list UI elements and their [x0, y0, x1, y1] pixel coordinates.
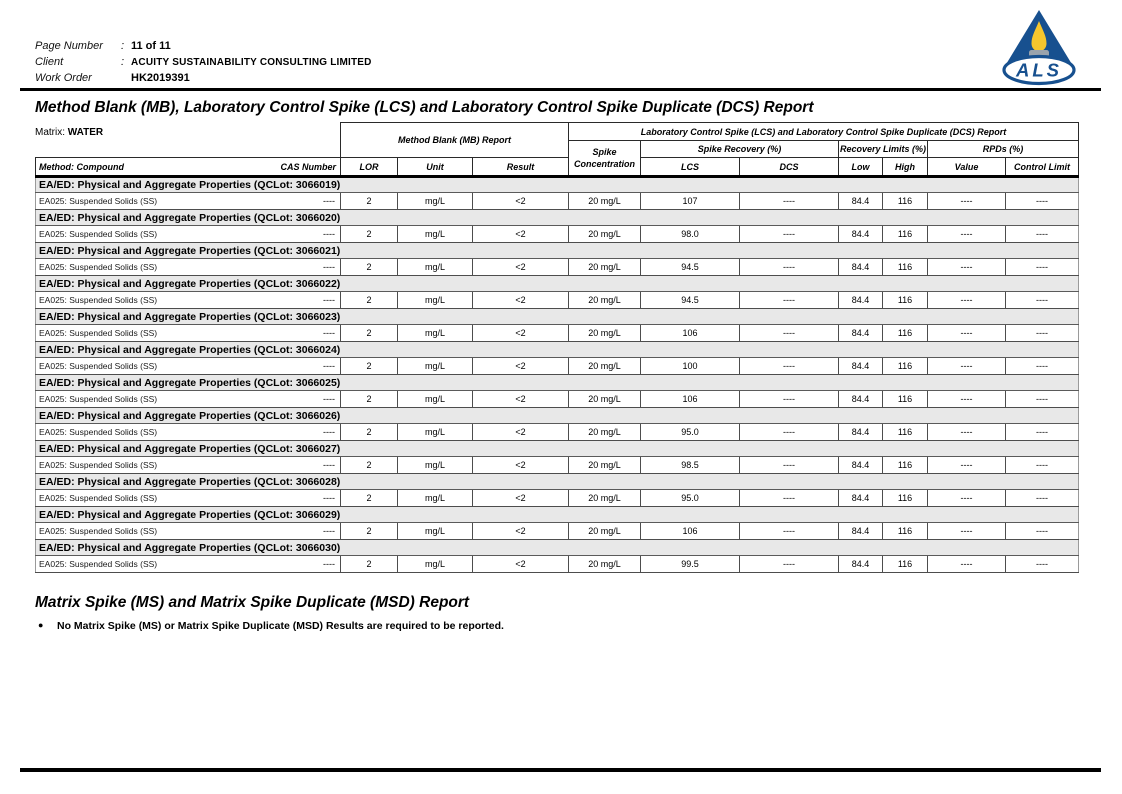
cell-control_limit: ---- — [1006, 325, 1079, 342]
cell-low: 84.4 — [839, 358, 883, 375]
cell-high: 116 — [883, 391, 928, 408]
cell-lcs: 106 — [641, 325, 740, 342]
als-logo-icon — [998, 8, 1080, 88]
qc-data-row — [36, 226, 1079, 243]
col-head-low: Low — [839, 158, 883, 177]
cell-lor: 2 — [341, 193, 398, 210]
cell-high: 116 — [883, 490, 928, 507]
cell-value: ---- — [928, 325, 1006, 342]
qc-data-row — [36, 292, 1079, 309]
cell-lor: 2 — [341, 490, 398, 507]
qc-group-title: EA/ED: Physical and Aggregate Properties (QCLot: 3066027) — [36, 441, 1079, 457]
als-logo-svg — [998, 8, 1080, 88]
page-number-label: Page Number — [35, 40, 103, 52]
cell-compound: EA025: Suspended Solids (SS) — [36, 391, 261, 408]
cell-control_limit: ---- — [1006, 193, 1079, 210]
cell-result: <2 — [473, 457, 569, 474]
cell-dcs: ---- — [740, 259, 839, 276]
page-number-row — [35, 40, 171, 52]
qc-data-row — [36, 259, 1079, 276]
qc-group-row — [36, 309, 1079, 325]
cell-dcs: ---- — [740, 523, 839, 540]
qc-group-title: EA/ED: Physical and Aggregate Properties (QCLot: 3066024) — [36, 342, 1079, 358]
cell-cas: ---- — [261, 193, 341, 210]
cell-dcs: ---- — [740, 556, 839, 573]
cell-lcs: 94.5 — [641, 259, 740, 276]
cell-dcs: ---- — [740, 457, 839, 474]
cell-high: 116 — [883, 292, 928, 309]
cell-value: ---- — [928, 226, 1006, 243]
cell-spike_conc: 20 mg/L — [569, 259, 641, 276]
qc-group-title: EA/ED: Physical and Aggregate Properties (QCLot: 3066028) — [36, 474, 1079, 490]
cell-spike_conc: 20 mg/L — [569, 457, 641, 474]
col-head-lor: LOR — [341, 158, 398, 177]
page-number-value: 11 of 11 — [131, 40, 171, 52]
cell-lcs: 106 — [641, 391, 740, 408]
cell-high: 116 — [883, 523, 928, 540]
qc-group-row — [36, 375, 1079, 391]
cell-dcs: ---- — [740, 358, 839, 375]
qc-data-row — [36, 457, 1079, 474]
cell-unit: mg/L — [398, 424, 473, 441]
qc-group-title: EA/ED: Physical and Aggregate Properties (QCLot: 3066021) — [36, 243, 1079, 259]
cell-unit: mg/L — [398, 226, 473, 243]
band-method-blank: Method Blank (MB) Report — [341, 123, 569, 158]
cell-cas: ---- — [261, 556, 341, 573]
client-value: ACUITY SUSTAINABILITY CONSULTING LIMITED — [131, 57, 372, 68]
cell-compound: EA025: Suspended Solids (SS) — [36, 259, 261, 276]
cell-unit: mg/L — [398, 523, 473, 540]
col-head-unit: Unit — [398, 158, 473, 177]
cell-unit: mg/L — [398, 391, 473, 408]
cell-control_limit: ---- — [1006, 457, 1079, 474]
cell-unit: mg/L — [398, 193, 473, 210]
cell-result: <2 — [473, 358, 569, 375]
cell-lcs: 98.0 — [641, 226, 740, 243]
cell-value: ---- — [928, 358, 1006, 375]
qc-data-row — [36, 490, 1079, 507]
cell-value: ---- — [928, 523, 1006, 540]
qc-group-row — [36, 408, 1079, 424]
bullet-icon: ● — [38, 620, 44, 630]
cell-spike_conc: 20 mg/L — [569, 391, 641, 408]
cell-control_limit: ---- — [1006, 523, 1079, 540]
cell-high: 116 — [883, 457, 928, 474]
cell-control_limit: ---- — [1006, 358, 1079, 375]
cell-lcs: 98.5 — [641, 457, 740, 474]
cell-dcs: ---- — [740, 292, 839, 309]
qc-data-row — [36, 391, 1079, 408]
client-row — [35, 56, 372, 68]
cell-compound: EA025: Suspended Solids (SS) — [36, 325, 261, 342]
cell-dcs: ---- — [740, 193, 839, 210]
cell-high: 116 — [883, 358, 928, 375]
cell-unit: mg/L — [398, 556, 473, 573]
cell-lcs: 94.5 — [641, 292, 740, 309]
qc-group-row — [36, 276, 1079, 292]
band-recovery-limits: Recovery Limits (%) — [839, 141, 928, 158]
cell-result: <2 — [473, 523, 569, 540]
band-rpds: RPDs (%) — [928, 141, 1079, 158]
qc-table-body — [36, 177, 1079, 573]
work-order-value: HK2019391 — [131, 72, 190, 84]
cell-lor: 2 — [341, 457, 398, 474]
cell-unit: mg/L — [398, 490, 473, 507]
ms-bullet-text: No Matrix Spike (MS) or Matrix Spike Duplicate (MSD) Results are required to be reported. — [57, 620, 504, 632]
qc-group-row — [36, 342, 1079, 358]
cell-control_limit: ---- — [1006, 226, 1079, 243]
cell-lor: 2 — [341, 358, 398, 375]
cell-result: <2 — [473, 424, 569, 441]
cell-high: 116 — [883, 424, 928, 441]
qc-data-row — [36, 556, 1079, 573]
cell-control_limit: ---- — [1006, 556, 1079, 573]
cell-unit: mg/L — [398, 358, 473, 375]
cell-control_limit: ---- — [1006, 424, 1079, 441]
cell-low: 84.4 — [839, 325, 883, 342]
cell-spike_conc: 20 mg/L — [569, 523, 641, 540]
qc-table-head — [36, 123, 1079, 177]
cell-value: ---- — [928, 292, 1006, 309]
cell-spike_conc: 20 mg/L — [569, 193, 641, 210]
cell-result: <2 — [473, 325, 569, 342]
col-head-lcs: LCS — [641, 158, 740, 177]
qc-group-title: EA/ED: Physical and Aggregate Properties (QCLot: 3066023) — [36, 309, 1079, 325]
qc-group-title: EA/ED: Physical and Aggregate Properties (QCLot: 3066022) — [36, 276, 1079, 292]
cell-lor: 2 — [341, 556, 398, 573]
cell-spike_conc: 20 mg/L — [569, 292, 641, 309]
cell-high: 116 — [883, 556, 928, 573]
qc-group-row — [36, 210, 1079, 226]
cell-cas: ---- — [261, 391, 341, 408]
col-head-dcs: DCS — [740, 158, 839, 177]
cell-low: 84.4 — [839, 490, 883, 507]
matrix-label: Matrix: — [35, 127, 65, 138]
qc-group-title: EA/ED: Physical and Aggregate Properties (QCLot: 3066026) — [36, 408, 1079, 424]
col-head-value: Value — [928, 158, 1006, 177]
cell-spike_conc: 20 mg/L — [569, 226, 641, 243]
col-head-high: High — [883, 158, 928, 177]
matrix-value: WATER — [67, 127, 104, 138]
cell-compound: EA025: Suspended Solids (SS) — [36, 226, 261, 243]
cell-control_limit: ---- — [1006, 490, 1079, 507]
cell-unit: mg/L — [398, 325, 473, 342]
cell-result: <2 — [473, 391, 569, 408]
cell-value: ---- — [928, 457, 1006, 474]
cell-cas: ---- — [261, 292, 341, 309]
qc-group-title: EA/ED: Physical and Aggregate Properties (QCLot: 3066029) — [36, 507, 1079, 523]
cell-result: <2 — [473, 259, 569, 276]
cell-cas: ---- — [261, 358, 341, 375]
qc-group-title: EA/ED: Physical and Aggregate Properties (QCLot: 3066030) — [36, 540, 1079, 556]
qc-table — [35, 122, 1079, 573]
cell-high: 116 — [883, 259, 928, 276]
cell-dcs: ---- — [740, 490, 839, 507]
cell-lcs: 99.5 — [641, 556, 740, 573]
qc-data-row — [36, 523, 1079, 540]
qc-data-row — [36, 358, 1079, 375]
cell-lor: 2 — [341, 259, 398, 276]
qc-data-row — [36, 424, 1079, 441]
cell-lor: 2 — [341, 391, 398, 408]
qc-data-row — [36, 193, 1079, 210]
cell-compound: EA025: Suspended Solids (SS) — [36, 457, 261, 474]
cell-cas: ---- — [261, 457, 341, 474]
cell-value: ---- — [928, 193, 1006, 210]
cell-result: <2 — [473, 556, 569, 573]
cell-spike_conc: 20 mg/L — [569, 556, 641, 573]
cell-lor: 2 — [341, 523, 398, 540]
cell-compound: EA025: Suspended Solids (SS) — [36, 193, 261, 210]
qc-group-row — [36, 441, 1079, 457]
cell-low: 84.4 — [839, 391, 883, 408]
qc-data-row — [36, 325, 1079, 342]
cell-cas: ---- — [261, 325, 341, 342]
cell-low: 84.4 — [839, 424, 883, 441]
matrix-line — [35, 127, 103, 138]
cell-low: 84.4 — [839, 193, 883, 210]
cell-control_limit: ---- — [1006, 259, 1079, 276]
cell-lcs: 100 — [641, 358, 740, 375]
cell-result: <2 — [473, 292, 569, 309]
cell-compound: EA025: Suspended Solids (SS) — [36, 490, 261, 507]
qc-group-title: EA/ED: Physical and Aggregate Properties (QCLot: 3066025) — [36, 375, 1079, 391]
qc-group-row — [36, 177, 1079, 193]
cell-result: <2 — [473, 226, 569, 243]
qc-group-row — [36, 474, 1079, 490]
cell-lor: 2 — [341, 292, 398, 309]
cell-cas: ---- — [261, 259, 341, 276]
cell-spike_conc: 20 mg/L — [569, 490, 641, 507]
cell-result: <2 — [473, 490, 569, 507]
cell-compound: EA025: Suspended Solids (SS) — [36, 556, 261, 573]
cell-unit: mg/L — [398, 457, 473, 474]
cell-control_limit: ---- — [1006, 391, 1079, 408]
cell-low: 84.4 — [839, 523, 883, 540]
page-number-colon: : — [121, 40, 125, 52]
col-head-spike-concentration — [569, 141, 641, 177]
cell-control_limit: ---- — [1006, 292, 1079, 309]
client-colon: : — [121, 56, 125, 68]
ms-bullet-line — [38, 620, 504, 632]
cell-lor: 2 — [341, 325, 398, 342]
cell-value: ---- — [928, 424, 1006, 441]
cell-low: 84.4 — [839, 556, 883, 573]
cell-value: ---- — [928, 490, 1006, 507]
qc-group-row — [36, 540, 1079, 556]
col-head-cas: CAS Number — [261, 158, 341, 177]
cell-dcs: ---- — [740, 325, 839, 342]
cell-lor: 2 — [341, 424, 398, 441]
cell-high: 116 — [883, 193, 928, 210]
logo-text: ALS — [1016, 59, 1062, 81]
cell-low: 84.4 — [839, 457, 883, 474]
cell-value: ---- — [928, 259, 1006, 276]
cell-result: <2 — [473, 193, 569, 210]
cell-low: 84.4 — [839, 292, 883, 309]
spike-line1: Spike — [592, 147, 617, 157]
footer-rule — [20, 768, 1101, 772]
cell-unit: mg/L — [398, 292, 473, 309]
header-divider-rule — [20, 88, 1101, 91]
cell-spike_conc: 20 mg/L — [569, 325, 641, 342]
cell-dcs: ---- — [740, 424, 839, 441]
mb-report-title: Method Blank (MB), Laboratory Control Spike (LCS) and Laboratory Control Spike Duplicate (DCS) Report — [35, 99, 814, 116]
cell-value: ---- — [928, 556, 1006, 573]
cell-lor: 2 — [341, 226, 398, 243]
spike-line2: Concentration — [573, 159, 635, 169]
cell-cas: ---- — [261, 523, 341, 540]
cell-value: ---- — [928, 391, 1006, 408]
col-head-compound: Method: Compound — [36, 158, 261, 177]
cell-spike_conc: 20 mg/L — [569, 358, 641, 375]
cell-lcs: 106 — [641, 523, 740, 540]
cell-compound: EA025: Suspended Solids (SS) — [36, 358, 261, 375]
qc-group-title: EA/ED: Physical and Aggregate Properties (QCLot: 3066019) — [36, 177, 1079, 193]
work-order-row — [35, 72, 190, 84]
cell-spike_conc: 20 mg/L — [569, 424, 641, 441]
qc-group-row — [36, 243, 1079, 259]
cell-lcs: 107 — [641, 193, 740, 210]
cell-cas: ---- — [261, 490, 341, 507]
cell-lcs: 95.0 — [641, 424, 740, 441]
cell-dcs: ---- — [740, 391, 839, 408]
cell-cas: ---- — [261, 424, 341, 441]
qc-table-wrap — [35, 122, 1079, 573]
qc-group-title: EA/ED: Physical and Aggregate Properties (QCLot: 3066020) — [36, 210, 1079, 226]
col-head-result: Result — [473, 158, 569, 177]
cell-low: 84.4 — [839, 226, 883, 243]
col-head-control-limit: Control Limit — [1006, 158, 1079, 177]
cell-compound: EA025: Suspended Solids (SS) — [36, 292, 261, 309]
cell-dcs: ---- — [740, 226, 839, 243]
cell-unit: mg/L — [398, 259, 473, 276]
client-label: Client — [35, 56, 64, 68]
cell-high: 116 — [883, 325, 928, 342]
cell-low: 84.4 — [839, 259, 883, 276]
band-lcs-dcs: Laboratory Control Spike (LCS) and Laboratory Control Spike Duplicate (DCS) Report — [569, 123, 1079, 141]
ms-report-title: Matrix Spike (MS) and Matrix Spike Duplicate (MSD) Report — [35, 594, 470, 611]
work-order-label: Work Order — [35, 72, 92, 84]
cell-compound: EA025: Suspended Solids (SS) — [36, 523, 261, 540]
cell-high: 116 — [883, 226, 928, 243]
qc-group-row — [36, 507, 1079, 523]
cell-cas: ---- — [261, 226, 341, 243]
band-spike-recovery: Spike Recovery (%) — [641, 141, 839, 158]
cell-compound: EA025: Suspended Solids (SS) — [36, 424, 261, 441]
cell-lcs: 95.0 — [641, 490, 740, 507]
